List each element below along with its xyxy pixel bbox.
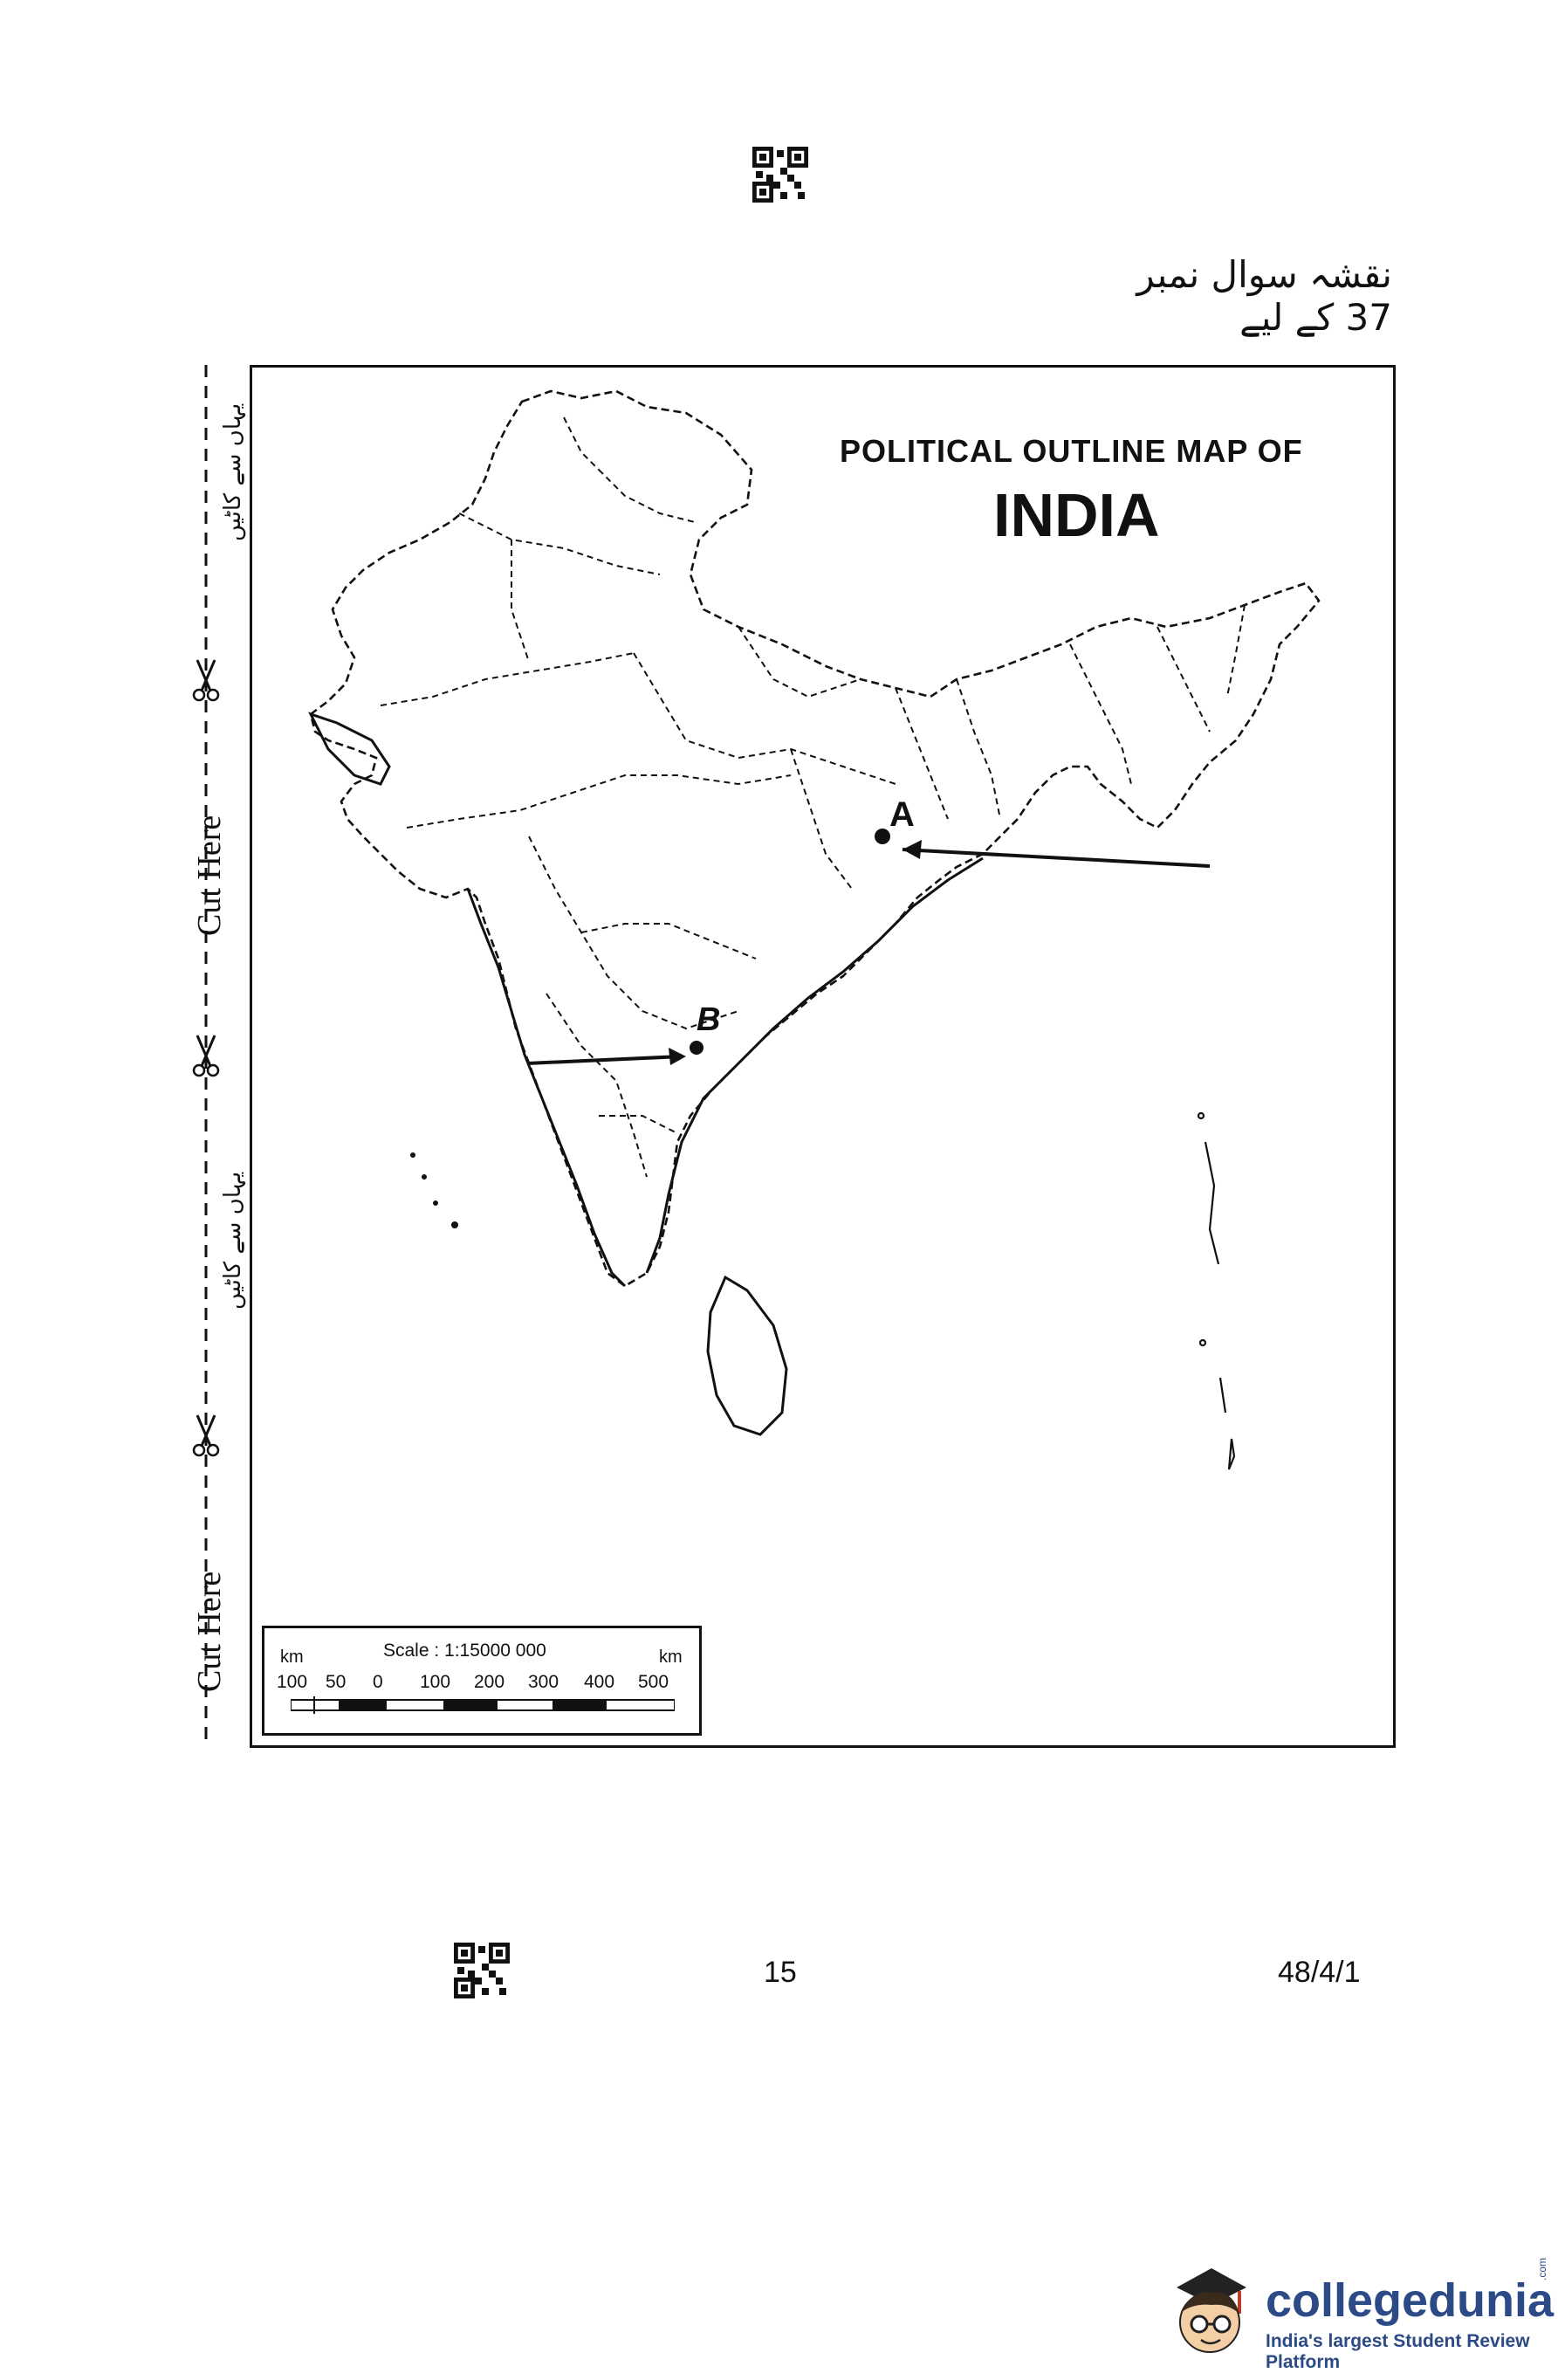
paper-code: 48/4/1 xyxy=(1278,1956,1361,1989)
sri-lanka-outline xyxy=(708,1277,786,1434)
scale-tick: 300 xyxy=(528,1672,559,1692)
brand-logo xyxy=(1159,2257,1555,2372)
arrow-b xyxy=(527,1048,686,1065)
arrow-a xyxy=(903,840,1210,866)
question-heading: نقشہ سوال نمبر 37 کے لیے xyxy=(1136,253,1392,339)
cut-here-urdu-label: یہاں سے کاٹیں xyxy=(220,1171,246,1310)
scale-tick: 50 xyxy=(326,1672,347,1692)
india-map xyxy=(250,365,1396,1748)
marker-a-label: A xyxy=(889,795,915,834)
scale-tick: 200 xyxy=(474,1672,505,1692)
marker-b-label: B xyxy=(697,1001,721,1038)
marker-b-dot xyxy=(690,1041,704,1055)
scale-tick: 500 xyxy=(638,1672,669,1692)
cut-here-urdu-label: یہاں سے کاٹیں xyxy=(220,402,246,541)
qr-code-icon xyxy=(752,147,808,203)
cut-here-label: Cut Here xyxy=(191,1571,228,1692)
scale-tick: 400 xyxy=(584,1672,615,1692)
scale-bar xyxy=(291,1696,675,1714)
qr-code-icon xyxy=(454,1943,510,1998)
scale-title: Scale : 1:15000 000 xyxy=(383,1641,546,1661)
brand-tagline: India's largest Student Review Platform xyxy=(1266,2331,1530,2372)
brand-name: collegedunia xyxy=(1266,2274,1555,2327)
lakshadweep-islands xyxy=(410,1152,458,1228)
andaman-nicobar-islands xyxy=(1198,1113,1234,1469)
map-title-line2: INDIA xyxy=(993,481,1160,549)
brand-suffix: .com xyxy=(1536,2257,1548,2280)
marker-a-dot xyxy=(875,829,890,844)
cut-here-label: Cut Here xyxy=(191,815,228,936)
scale-unit-right: km xyxy=(659,1647,683,1667)
scale-tick: 0 xyxy=(373,1672,383,1692)
scale-tick: 100 xyxy=(277,1672,308,1692)
map-title-line1: POLITICAL OUTLINE MAP OF xyxy=(840,433,1303,469)
scale-box xyxy=(262,1626,702,1736)
scale-unit-left: km xyxy=(280,1647,304,1667)
page-number: 15 xyxy=(764,1956,797,1989)
mascot-icon xyxy=(1159,2261,1262,2366)
scale-tick: 100 xyxy=(420,1672,451,1692)
